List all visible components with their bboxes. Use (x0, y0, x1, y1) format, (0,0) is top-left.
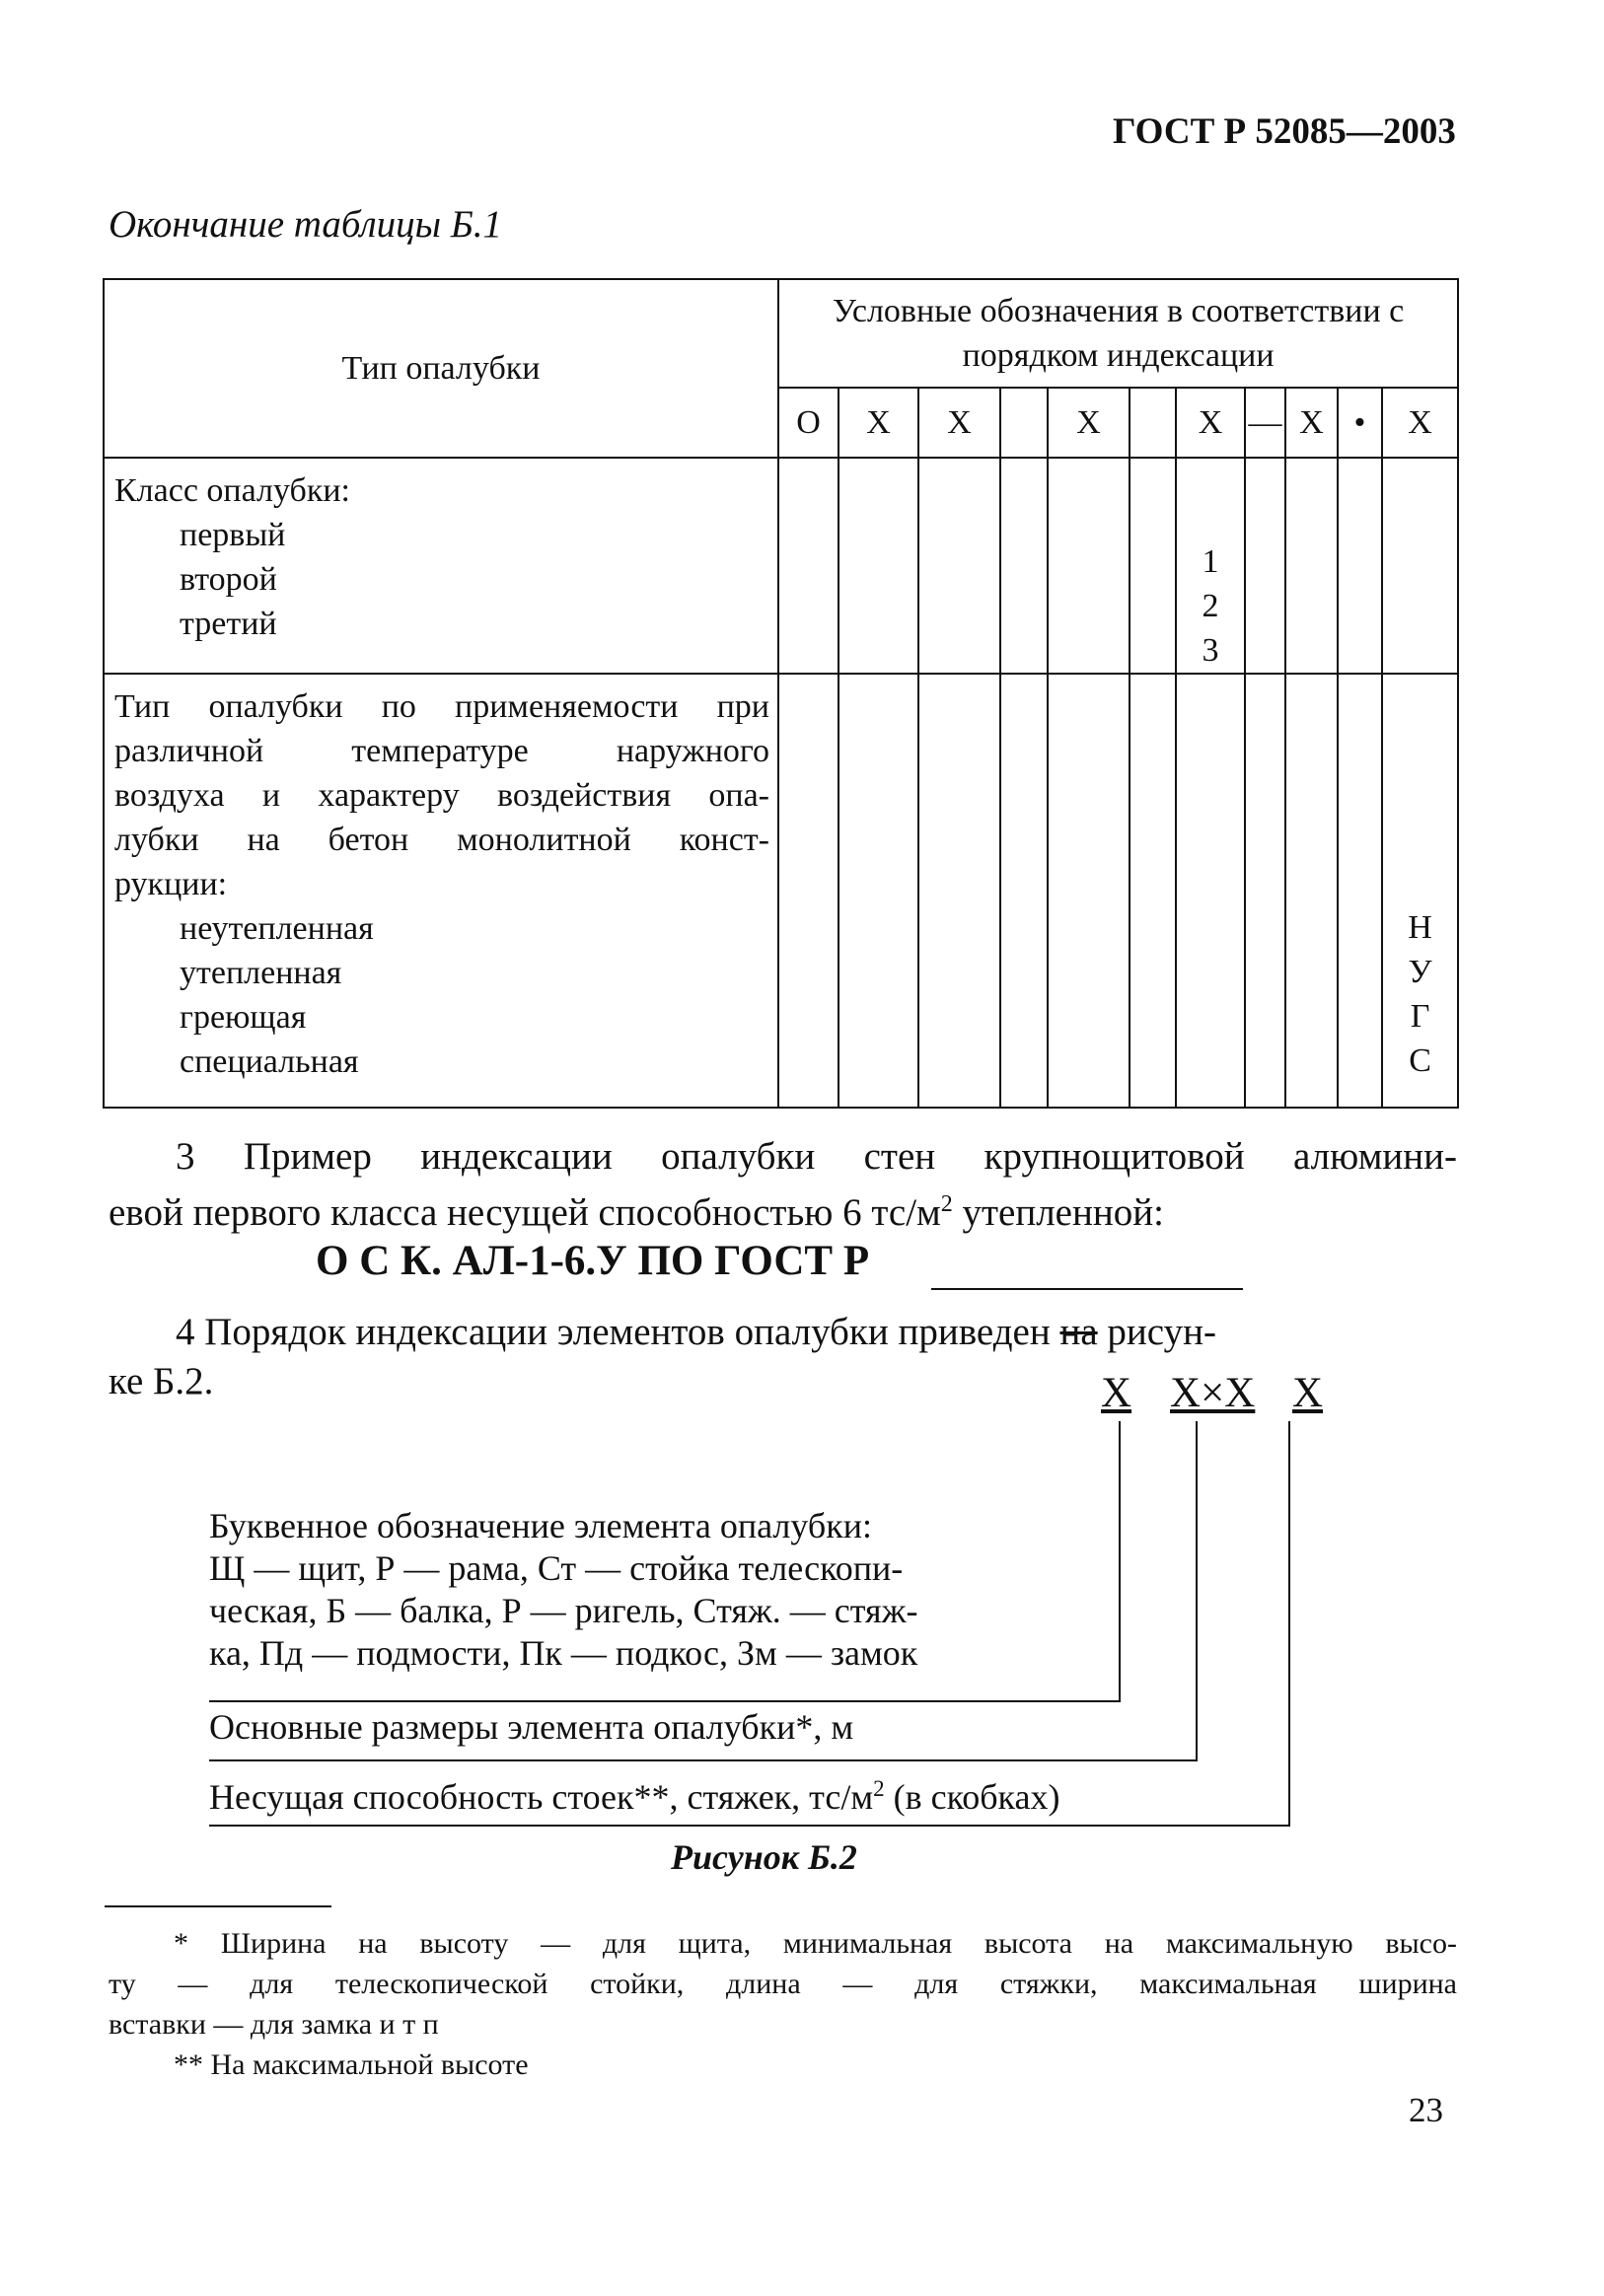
figure-code-3: Х (1292, 1370, 1324, 1416)
code-value: Г (1410, 998, 1430, 1035)
row-item: утепленная (180, 955, 342, 991)
row-item: первый (180, 517, 286, 553)
row-title-line: лубки на бетон монолитной конст- (114, 822, 769, 858)
code-cell (1176, 458, 1245, 674)
row-item: специальная (180, 1043, 359, 1080)
figure-label-line: Буквенное обозначение элемента опалубки: (209, 1506, 872, 1545)
page-number: 23 (1409, 2091, 1443, 2129)
figure-caption: Рисунок Б.2 (671, 1837, 857, 1877)
footnote-line: ту — для телескопической стойки, длина — для стяжки, максимальная ширина (109, 1968, 1457, 2000)
index-cell: Х (838, 388, 918, 458)
code-value: У (1408, 954, 1432, 990)
code-cell (1382, 674, 1458, 1108)
figure-code-2: Х×Х (1170, 1370, 1256, 1416)
index-cell: О (778, 388, 838, 458)
table-row (104, 674, 1458, 1108)
document-header: ГОСТ Р 52085—2003 (1113, 111, 1456, 152)
index-cell: Х (1285, 388, 1338, 458)
footnote-line: * Ширина на высоту — для щита, минимальная высота на максимальную высо- (174, 1927, 1457, 1960)
index-example: О С К. АЛ-1-6.У ПО ГОСТ Р (316, 1238, 870, 1284)
figure-leader-1 (1119, 1421, 1121, 1702)
index-cell: Х (918, 388, 1000, 458)
para4-line1 (109, 1308, 1457, 1356)
index-cell: Х (1382, 388, 1458, 458)
index-cell: Х (1048, 388, 1130, 458)
figure-label-3 (209, 1767, 1059, 1819)
para3-line2 (109, 1181, 1164, 1237)
figure-label-text: Несущая способность стоек**, стяжек, тс/м (209, 1777, 874, 1817)
blank-line (931, 1288, 1243, 1290)
row-title-line: Тип опалубки по применяемости при (114, 688, 769, 725)
col-type-header: Тип опалубки (104, 279, 778, 458)
para4-text: 4 Порядок индексации элементов опалубки приведен (176, 1311, 1060, 1353)
para4-line2: ке Б.2. (109, 1360, 214, 1402)
code-value: 1 (1202, 543, 1219, 580)
row-item: греющая (180, 999, 307, 1036)
figure-label-line: ческая, Б — балка, Р — ригель, Стяж. — стяж- (209, 1591, 918, 1630)
figure-label-text: (в скобках) (884, 1777, 1060, 1817)
para4-text: рисун- (1097, 1311, 1216, 1353)
index-cell: — (1245, 388, 1285, 458)
figure-rule-2 (209, 1759, 1198, 1761)
code-value: 3 (1202, 632, 1219, 669)
para3-line1: 3 Пример индексации опалубки стен крупнощитовой алюмини- (176, 1135, 1457, 1178)
figure-label-2: Основные размеры элемента опалубки*, м (209, 1707, 854, 1747)
figure-leader-3 (1288, 1421, 1290, 1827)
superscript: 2 (873, 1776, 885, 1801)
code-value: С (1409, 1042, 1431, 1079)
footnote-line: вставки — для замка и т п (109, 2008, 439, 2041)
index-table (103, 278, 1459, 1109)
figure-label-1 (209, 1505, 1075, 1675)
index-cell: • (1338, 388, 1382, 458)
struck-text: на (1059, 1311, 1098, 1353)
para3-text: утепленной: (952, 1191, 1164, 1234)
code-value: 2 (1202, 588, 1219, 624)
index-cell (1000, 388, 1048, 458)
row-description (104, 458, 778, 674)
footnote-rule (105, 1905, 331, 1907)
figure-label-line: Щ — щит, Р — рама, Ст — стойка телескопи- (209, 1548, 904, 1588)
figure-rule-1 (209, 1700, 1121, 1702)
table-row (104, 458, 1458, 674)
figure-code-1: Х (1101, 1370, 1132, 1416)
row-title: Класс опалубки: (114, 472, 350, 509)
index-cell: Х (1176, 388, 1245, 458)
row-title-line: воздуха и характеру воздействия опа- (114, 777, 769, 814)
row-description (104, 674, 778, 1108)
figure-label-line: ка, Пд — подмости, Пк — подкос, Зм — замок (209, 1633, 918, 1673)
row-title-line: различной температуре наружного (114, 733, 769, 769)
col-codes-header: Условные обозначения в соответствии с порядком индексации (778, 279, 1458, 388)
row-item: третий (180, 606, 277, 642)
row-item: второй (180, 561, 277, 598)
footnote-2: ** На максимальной высоте (174, 2048, 529, 2081)
para3-text: евой первого класса несущей способностью 6 тс/м (109, 1191, 941, 1234)
figure-leader-2 (1196, 1421, 1198, 1761)
row-item: неутепленная (180, 910, 374, 947)
row-title-line: рукции: (114, 866, 228, 902)
index-cell (1130, 388, 1176, 458)
figure-rule-3 (209, 1825, 1290, 1827)
code-value: Н (1408, 909, 1432, 946)
table-caption: Окончание таблицы Б.1 (109, 203, 502, 246)
superscript: 2 (940, 1191, 953, 1217)
footnote-1 (109, 1923, 1457, 2085)
